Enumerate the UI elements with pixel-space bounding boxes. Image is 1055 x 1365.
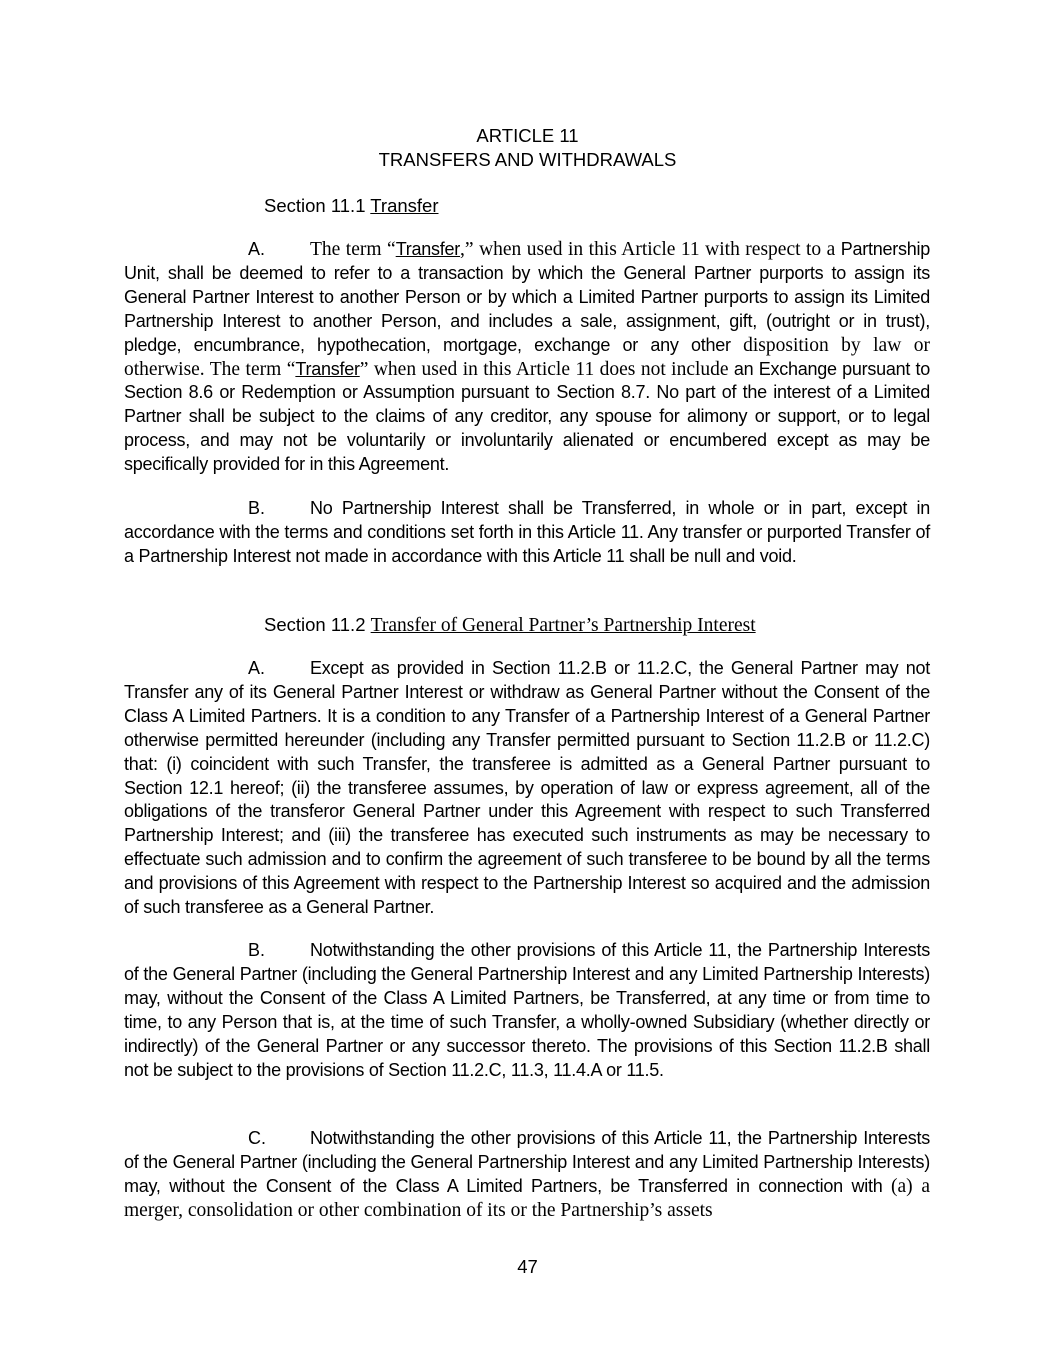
- para-b-text: Notwithstanding the other provisions of this Article 11, the Partnership Interests of the General Partner (including the General Partnership Interest and any Limited Partnership Interests) may, without the Consent of the Class A Limited Partners, be Transferred, at any time or from time to time, to any Person that is, at the time of such Transfer, a wholly-owned Subsidiary (whether directly or indirectly) of the General Partner or any successor thereto. The provisions of this Section 11.2.B shall not be subject to the provisions of Section 11.2.C, 11.3, 11.4.A or 11.5.: [124, 940, 930, 1080]
- defined-term-transfer-2: Transfer: [295, 358, 360, 379]
- section-11-1-paragraph-b: [124, 497, 930, 569]
- section-11-1-heading: [264, 194, 439, 218]
- section-11-2-heading: [264, 613, 756, 638]
- para-a-text-1: The term “: [310, 239, 396, 260]
- defined-term-transfer: Transfer: [395, 239, 461, 259]
- paragraph-letter: B.: [248, 940, 266, 960]
- paragraph-letter: A.: [248, 658, 266, 678]
- para-a-text: Except as provided in Section 11.2.B or 11.2.C, the General Partner may not Transfer any of its General Partner Interest or withdraw as General Partner without the Consent of the Class A Limited Partners. It is a condition to any Transfer of a Partnership Interest of a General Partner otherwise permitted hereunder (including any Transfer permitted pursuant to Section 11.2.B or 11.2.C) that: (i) coincident with such Transfer, the transferee is admitted as a General Partner pursuant to Section 12.1 hereof; (ii) the transferee assumes, by operation of law or express agreement, all of the obligations of the transferor General Partner under this Agreement with respect to such Transferred Partnership Interest; and (iii) the transferee has executed such instruments as may be necessary to effectuate such admission and to confirm the agreement of such transferee to be bound by all the terms and provisions of this Agreement with respect to the Partnership Interest so acquired and the admission of such transferee as a General Partner.: [124, 658, 930, 918]
- section-11-1-paragraph-a: [124, 238, 930, 477]
- para-b-text: No Partnership Interest shall be Transferred, in whole or in part, except in accordance with the terms and conditions set forth in this Article 11. Any transfer or purported Transfer of a Partnership Interest not made in accordance with this Article 11 shall be null and void.: [124, 498, 930, 566]
- paragraph-letter: C.: [248, 1128, 266, 1148]
- article-title: TRANSFERS AND WITHDRAWALS: [378, 149, 677, 170]
- section-11-2-title: Transfer of General Partner’s Partnership Interest: [370, 615, 756, 636]
- para-a-text-8: an Exchange pursuant to Section 8.6 or Redemption or Assumption pursuant to Section 8.7. No part of the interest of a Limited Partner shall be subject to the claims of any creditor, any spouse for alimony or support, or to legal process, and may not be voluntarily or involuntarily alienated or encumbered except as may be specifically provided for in this Agreement.: [124, 358, 931, 475]
- section-11-2-paragraph-a: [124, 657, 930, 920]
- paragraph-letter: B.: [248, 498, 266, 518]
- para-a-text-3: ,” when used in this Article 11 with respect to a: [460, 239, 836, 260]
- section-11-1-prefix: Section 11.1: [264, 195, 371, 216]
- section-11-1-title: Transfer: [370, 195, 439, 216]
- article-number: ARTICLE 11: [476, 125, 579, 146]
- page-number: 47: [517, 1256, 538, 1277]
- paragraph-letter: A.: [248, 239, 266, 259]
- para-a-text-4: Partnership Unit, shall be deemed to refer to a transaction by which the General Partner purports to assign its General Partner Interest to another Person or by which a Limited Partner purports to assign its Limited Partnership Interest to another Person, and includes a sale, assignment, gift, (outright or in trust), pledge, encumbrance, hypothecation, mortgage, exchange or any other: [124, 239, 930, 355]
- para-a-text-5: disposition by law or otherwise. The term “: [124, 334, 930, 380]
- section-11-2-prefix: Section 11.2: [264, 614, 371, 635]
- para-a-text-7: ” when used in this Article 11 does not include: [359, 358, 729, 380]
- para-c-text-1: Notwithstanding the other provisions of this Article 11, the Partnership Interests of the General Partner (including the General Partnership Interest and any Limited Partnership Interests) may, without the Consent of the Class A Limited Partners, be Transferred in connection with: [124, 1128, 930, 1196]
- section-11-2-paragraph-b: [124, 939, 930, 1082]
- section-11-2-paragraph-c: [124, 1127, 930, 1223]
- para-c-text-2: (a) a merger, consolidation or other combination of its or the Partnership’s assets: [124, 1175, 930, 1221]
